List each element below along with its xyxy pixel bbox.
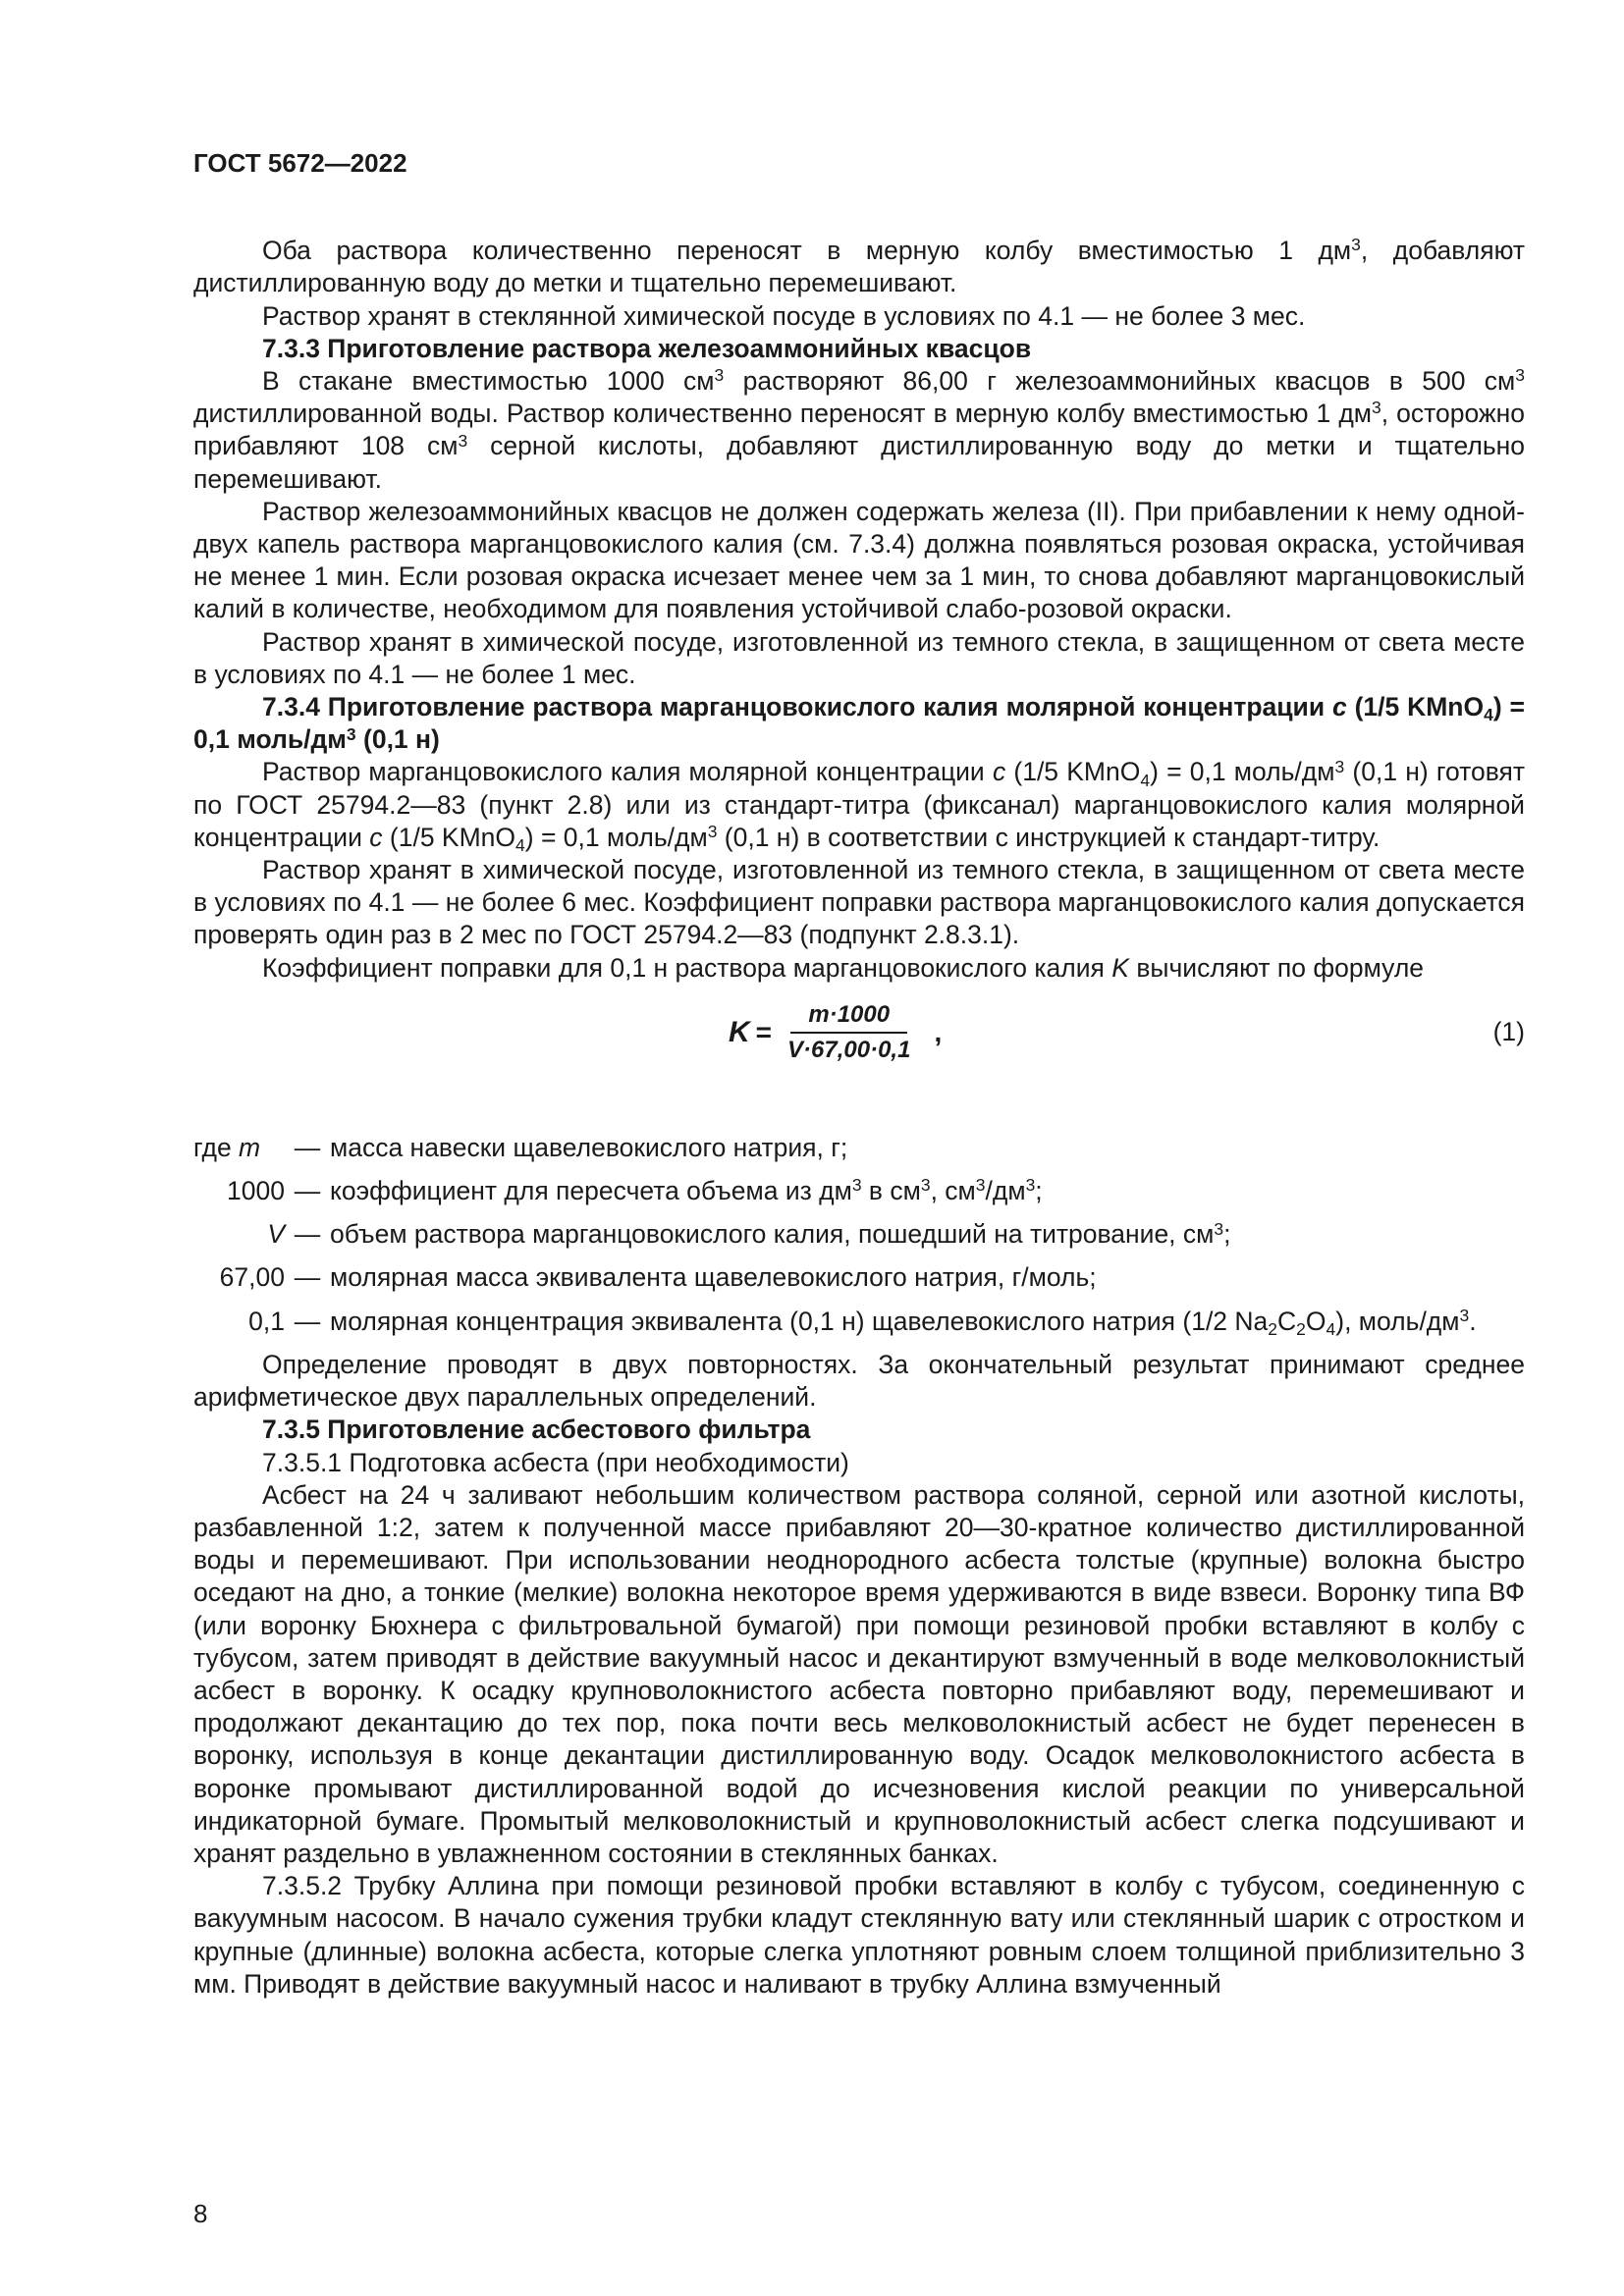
formula-fraction — [778, 1000, 920, 1065]
text-run: . — [1469, 1306, 1477, 1336]
superscript: 3 — [346, 723, 356, 744]
text-run: , осторожно прибавляют 108 см — [193, 399, 1525, 461]
legend-description — [330, 1306, 1525, 1338]
text-run: молярная масса эквивалента щавелевокислого натрия, г/моль; — [330, 1262, 1097, 1293]
text-run: O — [1305, 1306, 1326, 1336]
text-run: C — [1277, 1306, 1297, 1336]
text-run: вычисляют по формуле — [1128, 952, 1425, 983]
paragraph — [193, 626, 1525, 691]
subscript: 2 — [1268, 1318, 1278, 1339]
legend-dash: — — [294, 1132, 321, 1162]
text-run: серной кислоты, добавляют дистиллированную воду до метки и тщательно перемешивают. — [193, 431, 1526, 494]
legend-symbol-value: m — [239, 1132, 261, 1162]
subscript: 4 — [1484, 705, 1493, 725]
legend-description — [330, 1175, 1525, 1207]
legend-row — [193, 1306, 1525, 1338]
italic-symbol: с — [369, 822, 383, 852]
paragraph — [193, 1870, 1525, 2001]
page-number: 8 — [193, 2199, 208, 2228]
paragraph — [193, 235, 1525, 299]
text-run: Раствор железоаммонийных квасцов не должен содержать железа (II). При прибавлении к нему одной-двух капель раствора марганцовокислого калия (см. 7.3.4) должна появляться розовая окраска, устойчивая не менее 1 мин. Если розовая окраска исчезает менее чем за 1 мин, то снова добавляют марганцовокислый калий в количестве, необходимом для появления устойчивой слабо-розовой окраски. — [193, 496, 1525, 624]
text-run: ; — [1223, 1219, 1231, 1250]
superscript: 3 — [1025, 1175, 1036, 1196]
superscript: 3 — [851, 1175, 862, 1196]
text-run: (0,1 н) — [355, 724, 440, 755]
text-run: Раствор хранят в химической посуде, изготовленной из темного стекла, в защищенном от света месте в условиях по 4.1 — не более 1 мес. — [193, 626, 1525, 689]
document-header: ГОСТ 5672—2022 — [193, 148, 407, 178]
legend-description — [330, 1132, 1525, 1164]
legend-row — [193, 1175, 1525, 1207]
text-run: , см — [930, 1176, 976, 1206]
paragraph — [193, 1447, 1525, 1479]
paragraph — [193, 300, 1525, 333]
legend-prefix: где — [193, 1132, 240, 1162]
text-block-bottom — [193, 1349, 1525, 2001]
formula-expression — [729, 1000, 942, 1065]
paragraph — [193, 496, 1525, 626]
paragraph — [193, 952, 1525, 985]
section-heading — [193, 1414, 1525, 1446]
legend-row — [193, 1218, 1525, 1251]
legend-row — [193, 1261, 1525, 1294]
superscript: 3 — [975, 1175, 986, 1196]
formula-comma: , — [934, 1017, 943, 1048]
formula-denominator: V·67,00·0,1 — [787, 1036, 911, 1063]
text-run: ; — [1035, 1176, 1043, 1206]
superscript: 3 — [1334, 756, 1345, 776]
document-page — [193, 147, 1525, 2001]
subscript: 4 — [1140, 770, 1151, 790]
text-run: 7.3.5 Приготовление асбестового фильтра — [262, 1415, 811, 1445]
text-run: Определение проводят в двух повторностях. За окончательный результат принимают среднее арифметическое двух параллельных определений. — [193, 1349, 1525, 1413]
superscript: 3 — [1515, 365, 1525, 386]
formula-number: (1) — [1492, 1016, 1525, 1046]
text-run: (1/5 KMnO — [1346, 692, 1485, 722]
paragraph — [193, 1349, 1525, 1414]
subscript: 2 — [1296, 1318, 1306, 1339]
italic-symbol: с — [992, 757, 1006, 787]
legend-dash: — — [294, 1219, 321, 1250]
text-run: (0,1 н) в соответствии с инструкцией к стандарт-титру. — [717, 822, 1380, 852]
formula-numerator: m·1000 — [790, 1000, 907, 1034]
text-run: дистиллированной воды. Раствор количественно переносят в мерную колбу вместимостью 1 дм — [193, 399, 1373, 429]
text-run: ) = 0,1 моль/дм — [193, 692, 1525, 755]
text-run: В стакане вместимостью 1000 см — [262, 366, 715, 397]
legend-description — [330, 1261, 1525, 1294]
text-run: Раствор хранят в химической посуде, изготовленной из темного стекла, в защищенном от света месте в условиях по 4.1 — не более 6 мес. Коэффициент поправки раствора марганцовокислого калия допускается проверять один раз в 2 мес по ГОСТ 25794.2—83 (подпункт 2.8.3.1). — [193, 855, 1525, 950]
text-run: Оба раствора количественно переносят в мерную колбу вместимостью 1 дм — [262, 236, 1352, 266]
legend-symbol — [193, 1306, 285, 1338]
text-run: , добавляют дистиллированную воду до метки и тщательно перемешивают. — [193, 236, 1525, 298]
superscript: 3 — [458, 430, 468, 451]
legend-symbol — [193, 1261, 285, 1294]
text-run: объем раствора марганцовокислого калия, пошедший на титрование, см — [330, 1219, 1215, 1250]
superscript: 3 — [707, 822, 718, 842]
text-run: Асбест на 24 ч заливают небольшим количеством раствора соляной, серной или азотной кислоты, разбавленной 1:2, затем к полученной массе прибавляют 20—30-кратное количество дистиллированной воды и перемешивают. При использовании неоднородного асбеста толстые (крупные) волокна быстро оседают на дно, а тонкие (мелкие) волокна некоторое время удерживаются в виде взвеси. Воронку типа ВФ (или воронку Бюхнера с фильтровальной бумагой) при помощи резиновой пробки вставляют в колбу с тубусом, затем приводят в действие вакуумный насос и декантируют взмученный в воде мелковолокнистый асбест в воронку. К осадку крупноволокнистого асбеста повторно прибавляют воду, перемешивают и продолжают декантацию до тех пор, пока почти весь мелковолокнистый асбест не будет перенесен в воронку, используя в конце декантации дистиллированную воду. Осадок мелковолокнистого асбеста в воронке промывают дистиллированной водой до исчезновения кислой реакции по универсальной индикаторной бумаге. Промытый мелковолокнистый и крупноволокнистый асбест слегка подсушивают и хранят раздельно в увлажненном состоянии в стеклянных банках. — [193, 1479, 1525, 1868]
text-run: растворяют 86,00 г железоаммонийных квасцов в 500 см — [724, 366, 1516, 397]
superscript: 3 — [1351, 235, 1361, 255]
text-run: (0,1 н) готовят по ГОСТ 25794.2—83 (пункт 2.8) или из стандарт-титра (фиксанал) марганцовокислого калия молярной концентрации — [193, 757, 1525, 852]
text-run: 7.3.5.1 Подготовка асбеста (при необходимости) — [262, 1447, 849, 1477]
italic-symbol: с — [1331, 692, 1347, 722]
section-heading — [193, 333, 1525, 365]
text-run: (1/5 KMnO — [382, 822, 516, 852]
text-run: Раствор марганцовокислого калия молярной концентрации — [262, 757, 993, 787]
legend-symbol — [193, 1218, 285, 1251]
subscript: 4 — [1326, 1318, 1336, 1339]
legend-symbol-value: 67,00 — [219, 1262, 285, 1293]
legend-symbol-value: 1000 — [227, 1176, 285, 1206]
text-run: ) = 0,1 моль/дм — [524, 822, 708, 852]
paragraph — [193, 854, 1525, 952]
text-run: 7.3.3 Приготовление раствора железоаммонийных квасцов — [262, 333, 1032, 363]
subscript: 4 — [515, 835, 525, 856]
legend-dash: — — [294, 1306, 321, 1336]
superscript: 3 — [1459, 1305, 1470, 1325]
text-run: масса навески щавелевокислого натрия, г; — [330, 1132, 848, 1162]
superscript: 3 — [920, 1175, 931, 1196]
formula-legend — [193, 1132, 1525, 1338]
text-run: ) = 0,1 моль/дм — [1150, 757, 1335, 787]
legend-symbol — [193, 1175, 285, 1207]
text-run: Коэффициент поправки для 0,1 н раствора марганцовокислого калия — [262, 952, 1112, 983]
text-run: ), моль/дм — [1335, 1306, 1460, 1336]
legend-row — [193, 1132, 1525, 1164]
text-run: коэффициент для пересчета объема из дм — [330, 1176, 852, 1206]
superscript: 3 — [1214, 1218, 1224, 1239]
text-run: /дм — [985, 1176, 1026, 1206]
text-run: 7.3.4 Приготовление раствора марганцовокислого калия молярной концентрации — [262, 692, 1332, 722]
formula-equals: = — [755, 1017, 773, 1048]
superscript: 3 — [1372, 398, 1381, 418]
paragraph — [193, 1479, 1525, 1870]
superscript: 3 — [714, 365, 725, 386]
text-run: в см — [861, 1176, 921, 1206]
paragraph — [193, 756, 1525, 854]
text-run: (1/5 KMnO — [1005, 757, 1141, 787]
text-run: 7.3.5.2 Трубку Аллина при помощи резиновой пробки вставляют в колбу с тубусом, соединенную с вакуумным насосом. В начало сужения трубки кладут стеклянную вату или стеклянный шарик с отростком и крупные (длинные) волокна асбеста, которые слегка уплотняют ровным слоем толщиной приблизительно 3 мм. Приводят в действие вакуумный насос и наливают в трубку Аллина взмученный — [193, 1871, 1525, 1999]
legend-dash: — — [294, 1262, 321, 1293]
text-run: молярная концентрация эквивалента (0,1 н) щавелевокислого натрия (1/2 Na — [330, 1306, 1269, 1336]
legend-description — [330, 1218, 1525, 1251]
legend-symbol-value: 0,1 — [248, 1306, 285, 1336]
legend-symbol — [193, 1132, 285, 1164]
formula-lhs: K — [729, 1016, 750, 1049]
section-heading — [193, 691, 1525, 756]
text-block-top — [193, 235, 1525, 985]
paragraph — [193, 365, 1525, 496]
legend-symbol-value: V — [267, 1219, 285, 1250]
italic-symbol: K — [1111, 952, 1129, 983]
formula-1 — [193, 1000, 1525, 1096]
legend-dash: — — [294, 1176, 321, 1206]
text-run: Раствор хранят в стеклянной химической посуде в условиях по 4.1 — не более 3 мес. — [262, 300, 1306, 331]
